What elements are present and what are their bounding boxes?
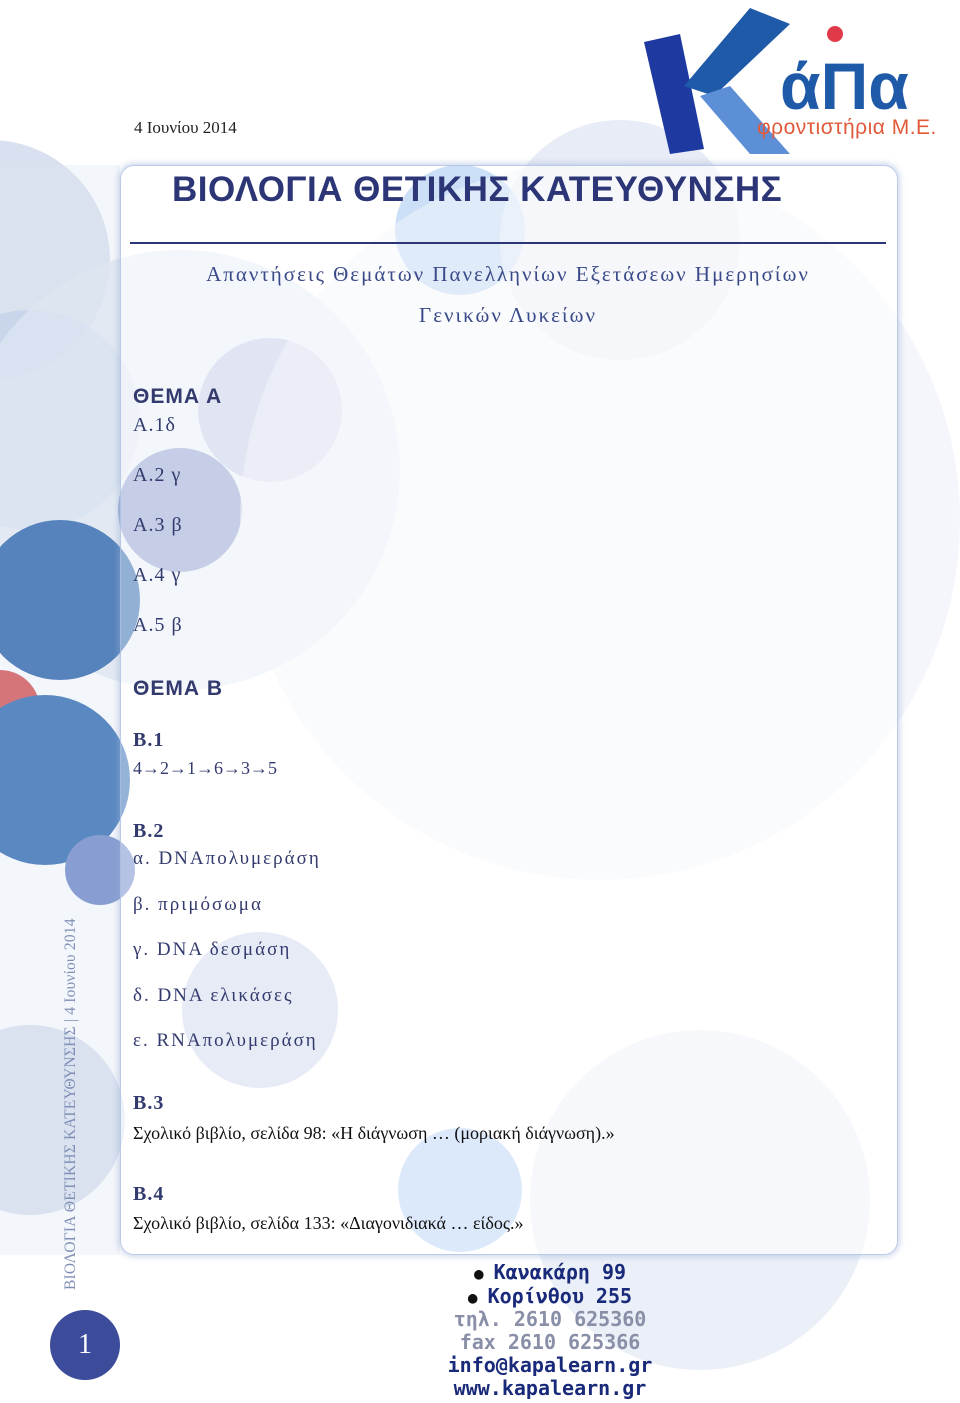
- running-header: ΒΙΟΛΟΓΙΑ ΘΕΤΙΚΗΣ ΚΑΤΕΥΘΥΝΣΗΣ | 4 Ιουνίου 2014: [62, 918, 79, 1290]
- subtitle-line-1: Απαντήσεις Θεμάτων Πανελληνίων Εξετάσεων Ημερησίων: [206, 262, 810, 286]
- logo-subtitle: φροντιστήρια Μ.Ε.: [757, 116, 937, 139]
- contact-address-2: ● Κορίνθου 255: [420, 1284, 680, 1308]
- answer-a2: Α.2 γ: [133, 464, 182, 486]
- answer-a3: Α.3 β: [133, 514, 183, 536]
- contact-phone: τηλ. 2610 625360: [453, 1307, 647, 1331]
- b2-item-e: ε. RNAπολυμεράση: [133, 1030, 318, 1051]
- contact-email[interactable]: info@kapalearn.gr: [447, 1353, 653, 1377]
- b4-text: Σχολικό βιβλίο, σελίδα 133: «Διαγονιδιακά … είδος.»: [133, 1213, 524, 1233]
- b2-label: Β.2: [133, 820, 165, 842]
- b2-item-d: δ. DNA ελικάσες: [133, 985, 294, 1006]
- svg-text:άΠα: άΠα: [780, 49, 909, 123]
- page-number-badge: [50, 1310, 120, 1380]
- b1-label: Β.1: [133, 729, 165, 751]
- theme-a-heading: ΘΕΜΑ Α: [133, 385, 223, 408]
- b3-text: Σχολικό βιβλίο, σελίδα 98: «Η διάγνωση … (μοριακή διάγνωση).»: [133, 1123, 615, 1143]
- b1-sequence: 4→2→1→6→3→5: [133, 758, 277, 778]
- b2-item-b: β. πριμόσωμα: [133, 894, 263, 915]
- title-rule: [130, 242, 886, 244]
- answer-a4: Α.4 γ: [133, 564, 182, 586]
- contact-website[interactable]: www.kapalearn.gr: [453, 1376, 647, 1400]
- b3-label: Β.3: [133, 1092, 165, 1114]
- document-title: ΒΙΟΛΟΓΙΑ ΘΕΤΙΚΗΣ ΚΑΤΕΥΘΥΝΣΗΣ: [172, 170, 783, 209]
- theme-b-heading: ΘΕΜΑ Β: [133, 677, 223, 700]
- b2-item-c: γ. DNA δεσμάση: [133, 939, 292, 960]
- page-number: 1: [78, 1329, 92, 1360]
- b4-label: Β.4: [133, 1183, 165, 1205]
- header-date: 4 Ιουνίου 2014: [134, 118, 237, 137]
- b2-item-a: α. DNAπολυμεράση: [133, 848, 321, 869]
- answer-a5: Α.5 β: [133, 614, 183, 636]
- answer-a1: Α.1δ: [133, 414, 176, 436]
- contact-address-1: ● Κανακάρη 99: [420, 1260, 680, 1284]
- contact-fax: fax 2610 625366: [459, 1330, 641, 1354]
- subtitle-line-2: Γενικών Λυκείων: [419, 303, 597, 327]
- content-panel: [120, 165, 898, 1255]
